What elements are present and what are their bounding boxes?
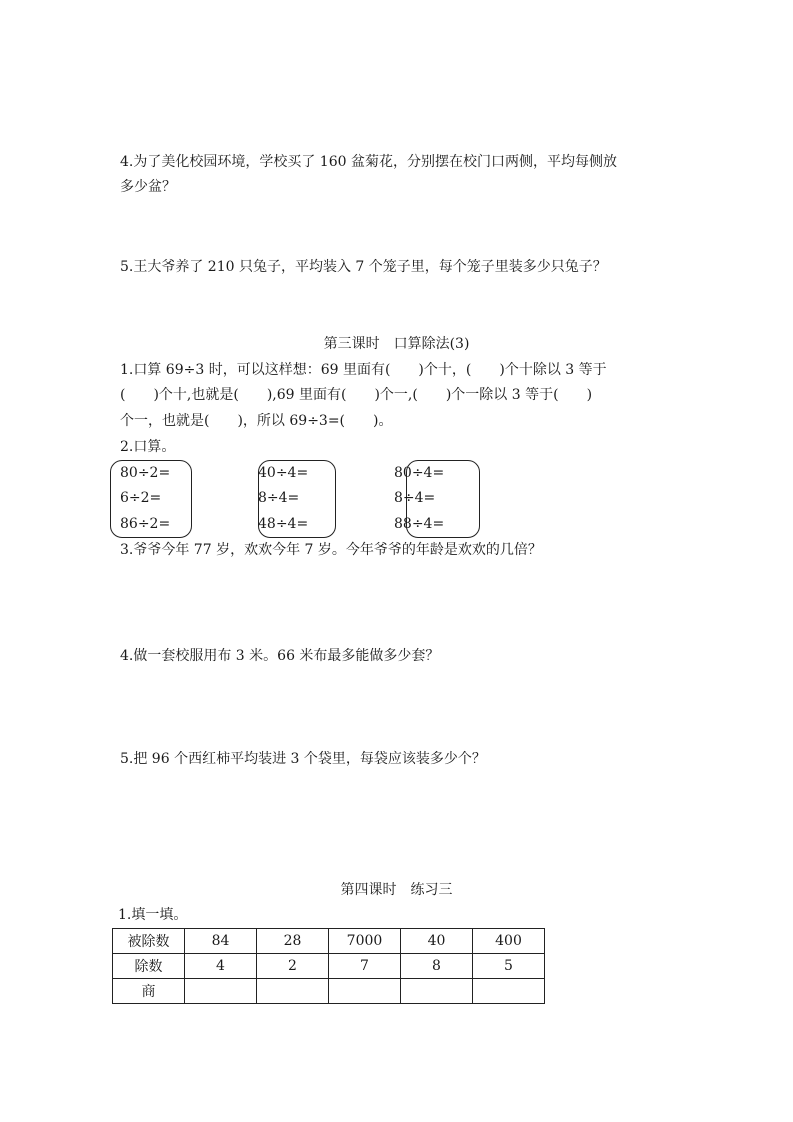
lesson-3-title: 第三课时 口算除法(3) bbox=[323, 336, 470, 352]
lesson-3-q1-line-3: 个一，也就是( )，所以 69÷3=( )。 bbox=[120, 413, 393, 429]
table-cell: 400 bbox=[473, 929, 545, 954]
lesson-3-q1-line-1: 1.口算 69÷3 时，可以这样想：69 里面有( )个十，( )个十除以 3 等于 bbox=[120, 362, 607, 378]
calc-col1-item: 80÷2= bbox=[120, 465, 171, 481]
table-cell: 被除数 bbox=[113, 929, 185, 954]
lesson-3-q5: 5.把 96 个西红柿平均装进 3 个袋里，每袋应该装多少个？ bbox=[120, 751, 486, 767]
table-cell[interactable] bbox=[257, 979, 329, 1004]
calc-col1-item: 6÷2= bbox=[120, 490, 162, 506]
lesson-3-q3: 3.爷爷今年 77 岁，欢欢今年 7 岁。今年爷爷的年龄是欢欢的几倍？ bbox=[120, 542, 542, 558]
table-cell: 7000 bbox=[329, 929, 401, 954]
question-4-line-1: 4.为了美化校园环境，学校买了 160 盆菊花，分别摆在校门口两侧，平均每侧放 bbox=[120, 154, 617, 170]
table-cell: 2 bbox=[257, 954, 329, 979]
table-cell[interactable] bbox=[329, 979, 401, 1004]
fill-in-table bbox=[112, 928, 545, 1004]
lesson-3-q2-label: 2.口算。 bbox=[120, 439, 176, 455]
question-4-line-2: 多少盆？ bbox=[120, 179, 176, 195]
lesson-3-q4: 4.做一套校服用布 3 米。66 米布最多能做多少套？ bbox=[120, 648, 440, 664]
table-cell: 84 bbox=[185, 929, 257, 954]
table-cell: 7 bbox=[329, 954, 401, 979]
calc-col2-item: 8÷4= bbox=[258, 490, 300, 506]
calc-col2-item: 40÷4= bbox=[258, 465, 309, 481]
table-cell[interactable] bbox=[401, 979, 473, 1004]
calc-col3-item: 88÷4= bbox=[394, 516, 445, 532]
lesson-4-title: 第四课时 练习三 bbox=[340, 882, 453, 898]
lesson-4-q1-label: 1.填一填。 bbox=[118, 907, 188, 923]
lesson-3-q1-line-2: ( )个十,也就是( ),69 里面有( )个一,( )个一除以 3 等于( ) bbox=[120, 387, 593, 403]
table-cell[interactable] bbox=[473, 979, 545, 1004]
calc-col2-item: 48÷4= bbox=[258, 516, 309, 532]
table-row bbox=[113, 979, 545, 1004]
table-cell[interactable] bbox=[185, 979, 257, 1004]
table-cell: 40 bbox=[401, 929, 473, 954]
table-cell: 8 bbox=[401, 954, 473, 979]
calc-col3-item: 8÷4= bbox=[394, 490, 436, 506]
table-cell: 5 bbox=[473, 954, 545, 979]
table-row bbox=[113, 954, 545, 979]
question-5: 5.王大爷养了 210 只兔子，平均装入 7 个笼子里，每个笼子里装多少只兔子？ bbox=[120, 259, 607, 275]
table-row bbox=[113, 929, 545, 954]
calc-col1-item: 86÷2= bbox=[120, 516, 171, 532]
table-cell: 4 bbox=[185, 954, 257, 979]
table-cell: 商 bbox=[113, 979, 185, 1004]
calc-col3-item: 80÷4= bbox=[394, 465, 445, 481]
table-cell: 除数 bbox=[113, 954, 185, 979]
table-cell: 28 bbox=[257, 929, 329, 954]
